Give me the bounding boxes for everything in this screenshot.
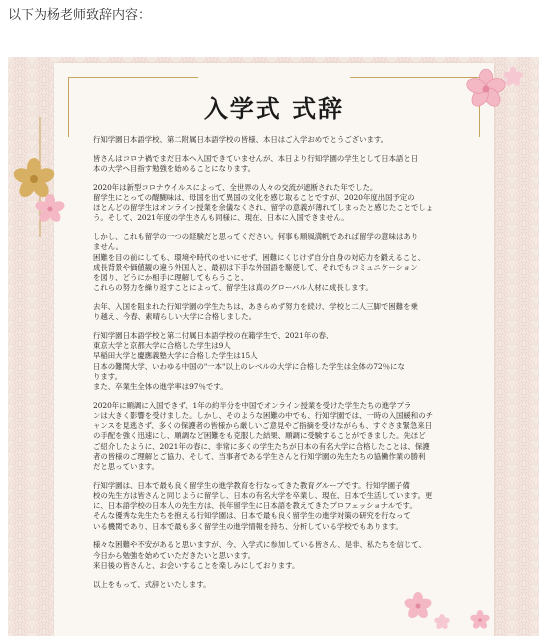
document-title: 入学式 式辞 (203, 95, 345, 123)
speech-line: 成長背景や価値観の違う外国人と、最初は下手な外国語を駆使して、それでもコミュニケーション (93, 262, 418, 272)
speech-line: そんな優秀な先生たちを抱える行知学園は、日本で最も良く留学生の進学対策の研究を行なって (93, 511, 411, 521)
speech-line: 2020年は新型コロナウイルスによって、全世界の人々の交流が遮断された年でした。 (93, 182, 378, 192)
speech-line: 東京大学と京都大学に合格した学生は9人 (93, 341, 231, 351)
speech-paragraph (93, 331, 493, 392)
speech-line: 様々な困難や不安があると思いますが、今、入学式に参加している皆さん、是非、私たちを信じて、 (93, 540, 426, 550)
speech-line: 早稲田大学と慶應義塾大学に合格した学生は15人 (93, 351, 258, 361)
speech-paper (54, 63, 494, 636)
speech-line: 今日から勉強を始めていただきたいと思います。 (93, 550, 256, 560)
speech-paragraph (93, 540, 493, 571)
speech-line: 来日後の皆さんと、お会いすることを楽しみにしております。 (93, 560, 300, 570)
speech-paragraph (93, 183, 493, 224)
speech-paragraph (93, 302, 493, 322)
speech-line: を図り、どうにか相手に理解してもらうこと、 (93, 273, 249, 283)
speech-paragraph (93, 401, 493, 472)
speech-line: の手配を強く迅速にし、順調など困難をも克服した結果、順調に受験することができました。先ほど (93, 431, 426, 441)
speech-line: 日本の難関大学、いわゆる中国の"一本"以上のレベルの大学に合格した学生は全体の72％にな (93, 361, 405, 371)
speech-line: 以上をもって、式辞といたします。 (93, 579, 211, 589)
gold-frame-line (68, 77, 198, 78)
speech-line: 留学生にとっての醍醐味は、母国を出て異国の文化を感じ取ることですが、2020年度出国予定の (93, 193, 415, 202)
speech-line: 去年、入国を阻まれた行知学園の学生たちは、あきらめず努力を続け、学校と二人三脚で困難を乗 (93, 302, 418, 312)
speech-line: 困難を目の前にしても、環境や時代のせいにせず、困難にくじけず自分自身の対応力を鍛えること、 (93, 252, 425, 262)
speech-line: 行知学園日本語学校と第二付属日本語学校の在籍学生で、2021年の春、 (93, 331, 334, 341)
speech-line: ほとんどの留学生はオンライン授業を余儀なくされ、留学の意義が薄れてしまったと感じたことでしょ (93, 203, 434, 213)
speech-line: いる機関であり、日本で最も多く留学生の進学情報を持ち、分析している学校でもあります。 (93, 521, 403, 531)
speech-paragraph (93, 154, 493, 174)
speech-line: り越え、今春、素晴らしい大学に合格しました。 (93, 312, 257, 322)
speech-paragraph (93, 232, 493, 293)
speech-line: 本の大学へ目指す勉強を始めることになります。 (93, 164, 256, 173)
speech-paragraph (93, 135, 493, 145)
speech-line: だと思っています。 (93, 462, 159, 472)
speech-line: う。そして、2021年度の学生さんも同様に、現在、日本に入国できません。 (93, 213, 349, 223)
speech-line: に、日本語学校の日本人の先生方は、長年留学生に日本語を教えてきたプロフェッショナルです。 (93, 501, 417, 511)
speech-line: ャンスを見逃さず、多くの保護者の皆様から厳しいご意見やご指摘を受けながらも、すぐさま緊急来日 (93, 421, 433, 431)
speech-line: また、卒業生全体の進学率は97％です。 (93, 382, 228, 392)
speech-line: 行知学園日本語学校、第二附属日本語学校の皆様、本日はご入学おめでとうございます。 (93, 135, 389, 144)
speech-line: 皆さんはコロナ禍でまだ日本へ入国できていませんが、本日より行知学園の学生として日本語と日 (93, 153, 419, 163)
speech-paragraph (93, 481, 493, 532)
speech-body (93, 135, 493, 598)
cherry-blossom-icon (10, 117, 68, 237)
speech-line: 者の皆様のご理解とご協力、そして、当事者である学生さんと行知学園の先生たちの協働作業の勝利 (93, 451, 426, 461)
cherry-blossom-icon (458, 59, 528, 129)
speech-line: ません。 (93, 242, 124, 252)
speech-card (8, 57, 539, 636)
speech-line: しかし、これも留学の一つの経験だと思ってください。何事も順風満帆であれば留学の意味はあり (93, 232, 419, 242)
speech-line: これらの努力を繰り返すことによって、留学生は真のグローバル人材に成長します。 (93, 283, 373, 293)
speech-line: ご紹介したように、2021年の春に、非常に多くの学生たちが日本の有名大学に合格したことは、保護 (93, 441, 430, 451)
speech-line: 行知学園は、日本で最も良く留学生の進学教育を行なってきた教育グループです。行知学園子備 (93, 480, 410, 490)
speech-line: ります。 (93, 371, 122, 381)
speech-line: ンは大きく影響を受けました。しかし、そのような困難の中でも、行知学園では、一時の入国緩和のチ (93, 411, 433, 421)
speech-line: 2020年に順調に入国できず、1年の約半分を中国でオンライン授業を受けた学生たちの進学プラ (93, 400, 412, 410)
caption-text: 以下为杨老师致辞内容： (8, 8, 152, 23)
cherry-blossom-icon (398, 592, 498, 636)
speech-paragraph (93, 580, 493, 590)
speech-line: 校の先生方は皆さんと同じように留学し、日本の有名大学を卒業し、現在、日本で生活しています。更 (93, 491, 433, 501)
